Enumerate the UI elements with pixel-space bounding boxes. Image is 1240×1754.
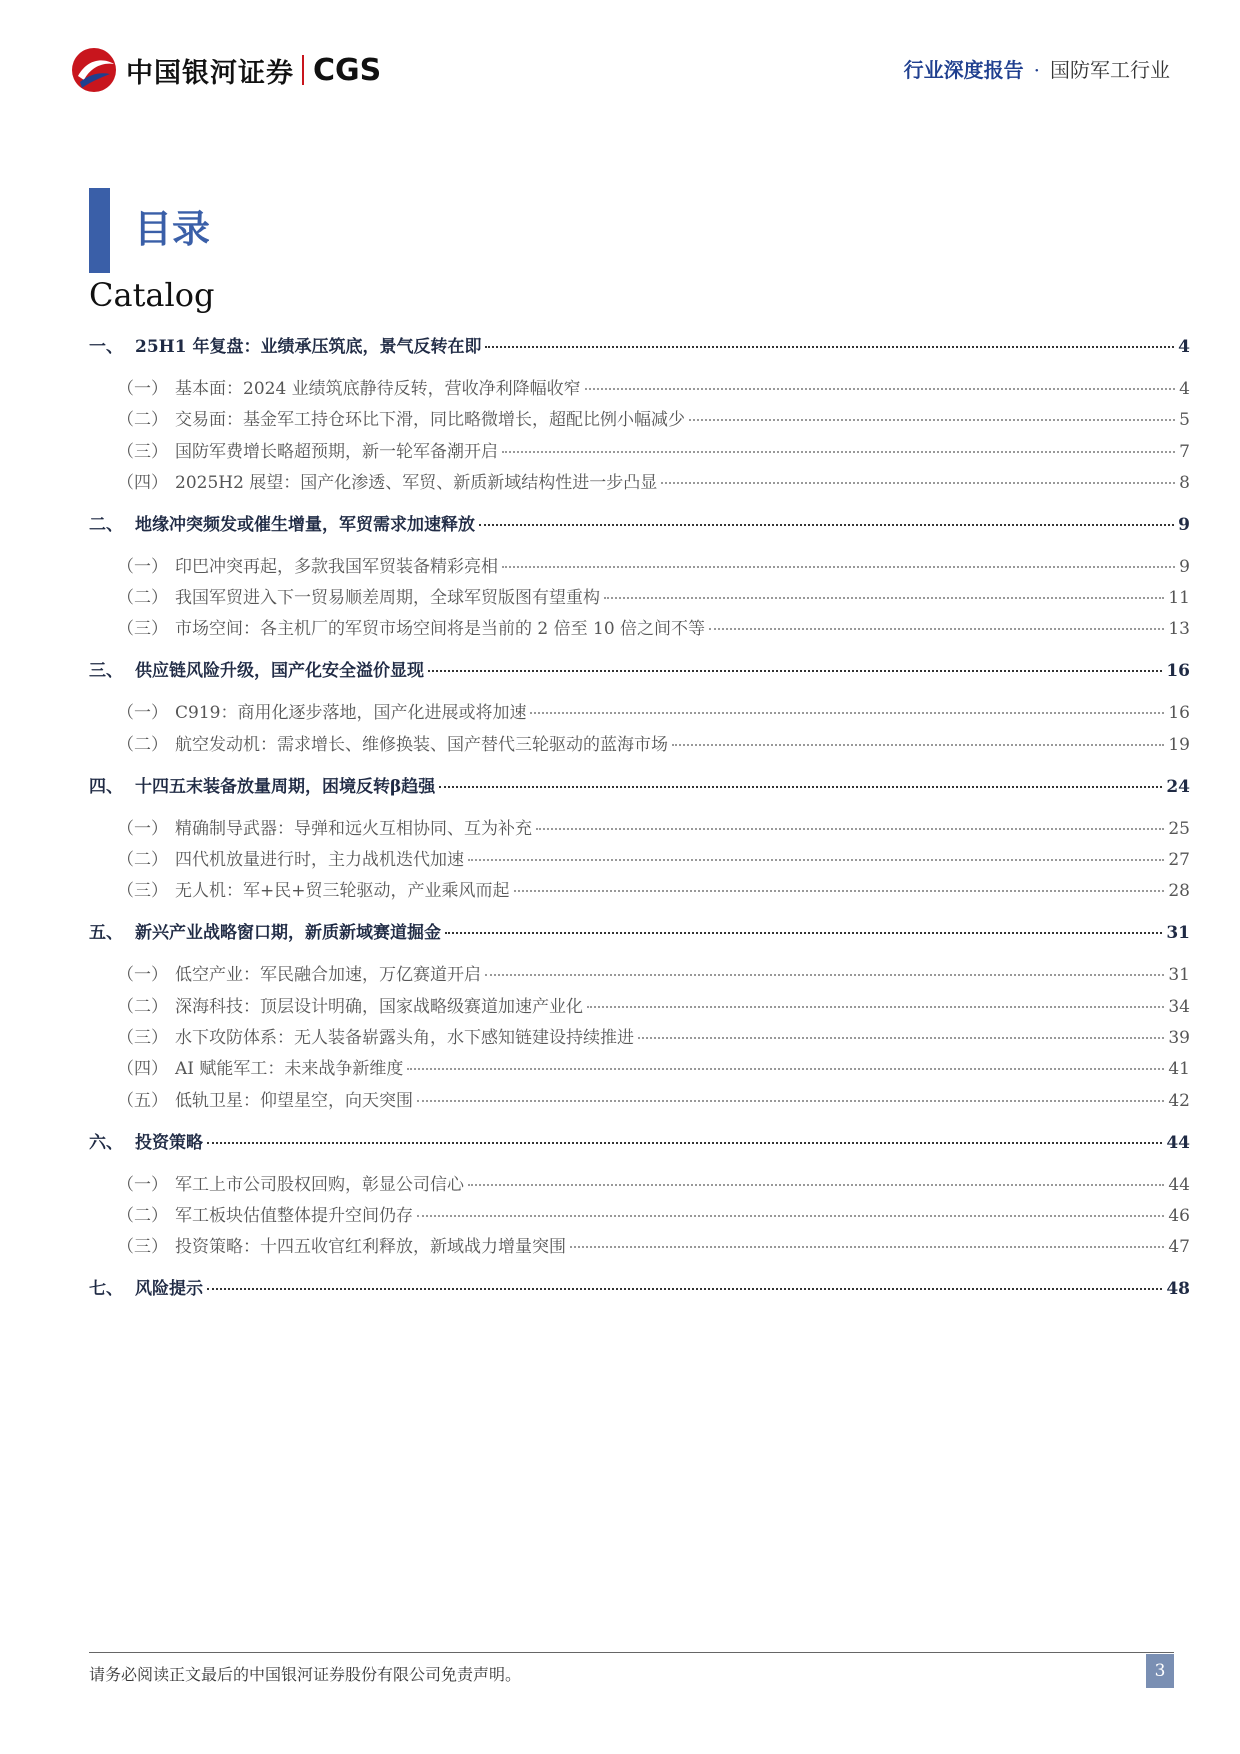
- toc-dot-leader: [502, 566, 1175, 568]
- toc-section-page: 24: [1166, 776, 1190, 797]
- toc-subsection[interactable]: [89, 964, 1190, 986]
- header-separator: ·: [1033, 58, 1040, 82]
- toc-subsection-page: 16: [1168, 703, 1190, 724]
- toc-dot-leader: [536, 828, 1164, 830]
- footer-disclaimer: 请务必阅读正文最后的中国银河证券股份有限公司免责声明。: [89, 1665, 522, 1684]
- toc-section-number: 二、: [89, 514, 123, 535]
- toc-subsection-title: 投资策略：十四五收官红利释放，新域战力增量突围: [175, 1237, 566, 1258]
- toc-dot-leader: [585, 388, 1176, 390]
- toc-subsection-page: 41: [1168, 1059, 1190, 1080]
- toc-section-number: 六、: [89, 1132, 123, 1153]
- toc-section-title: 投资策略: [135, 1132, 203, 1153]
- toc-subsection-page: 19: [1168, 734, 1190, 755]
- toc-dot-leader: [485, 346, 1174, 348]
- toc-subsection-number: （二）: [117, 588, 168, 609]
- toc-subsection-page: 28: [1168, 881, 1190, 902]
- logo-text-en: CGS: [313, 52, 382, 88]
- galaxy-logo-icon: [70, 46, 118, 94]
- footer-divider: [89, 1652, 1174, 1653]
- company-logo: [70, 46, 381, 94]
- toc-dot-leader: [417, 1215, 1164, 1217]
- toc-section-number: 七、: [89, 1279, 123, 1300]
- toc-subsection-title: 2025H2 展望：国产化渗透、军贸、新质新域结构性进一步凸显: [175, 472, 658, 493]
- toc-subsection[interactable]: [89, 702, 1190, 724]
- toc-subsection-title: 交易面：基金军工持仓环比下滑，同比略微增长，超配比例小幅减少: [175, 410, 685, 431]
- toc-subsection[interactable]: [89, 996, 1190, 1018]
- toc-subsection-number: （三）: [117, 1027, 168, 1048]
- toc-subsection-number: （三）: [117, 619, 168, 640]
- toc-subsection[interactable]: [89, 1236, 1190, 1258]
- toc-subsection-number: （二）: [117, 996, 168, 1017]
- toc-section-page: 48: [1166, 1279, 1190, 1300]
- page-subtitle: Catalog: [89, 276, 215, 314]
- toc-section-title: 供应链风险升级，国产化安全溢价显现: [135, 661, 424, 682]
- toc-dot-leader: [570, 1246, 1164, 1248]
- toc-section-page: 4: [1178, 337, 1190, 357]
- toc-subsection-page: 9: [1179, 556, 1190, 577]
- toc-subsection-number: （一）: [117, 556, 168, 577]
- toc-section[interactable]: [89, 514, 1190, 536]
- toc-subsection-title: 航空发动机：需求增长、维修换装、国产替代三轮驱动的蓝海市场: [175, 734, 668, 755]
- toc-dot-leader: [661, 482, 1175, 484]
- toc-subsection-number: （二）: [117, 734, 168, 755]
- toc-subsection-title: C919：商用化逐步落地，国产化进展或将加速: [175, 703, 527, 724]
- toc-subsection[interactable]: [89, 1174, 1190, 1196]
- toc-section-page: 31: [1166, 923, 1190, 944]
- toc-subsection-number: （二）: [117, 1205, 168, 1226]
- toc-subsection[interactable]: [89, 734, 1190, 756]
- toc-subsection-number: （一）: [117, 379, 168, 399]
- toc-subsection[interactable]: [89, 1027, 1190, 1049]
- toc-section-title: 25H1 年复盘：业绩承压筑底，景气反转在即: [135, 337, 482, 357]
- toc-subsection-title: 精确制导武器：导弹和远火互相协同、互为补充: [175, 818, 532, 839]
- toc-subsection-page: 7: [1179, 441, 1190, 462]
- toc-subsection-page: 42: [1168, 1090, 1190, 1111]
- toc-section[interactable]: [89, 1132, 1190, 1154]
- toc-subsection-page: 11: [1168, 588, 1190, 609]
- toc-subsection-title: 深海科技：顶层设计明确，国家战略级赛道加速产业化: [175, 996, 583, 1017]
- toc-subsection-title: 水下攻防体系：无人装备崭露头角，水下感知链建设持续推进: [175, 1027, 634, 1048]
- toc-section-title: 风险提示: [135, 1279, 203, 1300]
- toc-subsection[interactable]: [89, 1205, 1190, 1227]
- page-title: 目录: [134, 207, 211, 251]
- title-accent-bar: [89, 188, 110, 273]
- toc-section-title: 地缘冲突频发或催生增量，军贸需求加速释放: [135, 514, 475, 535]
- toc-dot-leader: [485, 974, 1164, 976]
- toc-subsection-title: 低轨卫星：仰望星空，向天突围: [175, 1090, 413, 1111]
- report-header: [904, 54, 1170, 83]
- toc-subsection-page: 25: [1168, 818, 1190, 839]
- toc-subsection-page: 47: [1168, 1237, 1190, 1258]
- toc-subsection[interactable]: [89, 849, 1190, 871]
- toc-subsection-number: （一）: [117, 818, 168, 839]
- report-type: 行业深度报告: [903, 58, 1024, 82]
- toc-subsection-title: 我国军贸进入下一贸易顺差周期，全球军贸版图有望重构: [175, 588, 600, 609]
- toc-subsection[interactable]: [89, 818, 1190, 840]
- toc-subsection-page: 34: [1168, 996, 1190, 1017]
- toc-section[interactable]: [89, 776, 1190, 798]
- toc-section[interactable]: [89, 660, 1190, 682]
- toc-subsection-title: 无人机：军+民+贸三轮驱动，产业乘风而起: [175, 881, 510, 902]
- table-of-contents: [89, 336, 1190, 1300]
- toc-subsection-page: 39: [1168, 1027, 1190, 1048]
- toc-section-page: 9: [1178, 514, 1190, 535]
- toc-dot-leader: [514, 890, 1165, 892]
- toc-section-number: 一、: [89, 337, 123, 357]
- report-industry: 国防军工行业: [1050, 58, 1170, 82]
- toc-subsection-number: （三）: [117, 881, 168, 902]
- toc-subsection[interactable]: [89, 880, 1190, 902]
- toc-dot-leader: [445, 932, 1162, 934]
- toc-section[interactable]: [89, 336, 1190, 358]
- toc-dot-leader: [709, 628, 1164, 630]
- toc-subsection-page: 5: [1179, 410, 1190, 431]
- toc-section-number: 三、: [89, 661, 123, 682]
- toc-subsection-title: 军工板块估值整体提升空间仍存: [175, 1205, 413, 1226]
- toc-dot-leader: [207, 1142, 1162, 1144]
- toc-subsection-number: （二）: [117, 410, 168, 431]
- toc-dot-leader: [587, 1006, 1164, 1008]
- toc-subsection-number: （二）: [117, 850, 168, 871]
- toc-dot-leader: [407, 1068, 1164, 1070]
- toc-dot-leader: [428, 670, 1162, 672]
- toc-subsection-number: （三）: [117, 1237, 168, 1258]
- toc-section-title: 新兴产业战略窗口期，新质新域赛道掘金: [135, 923, 441, 944]
- logo-text-cn: 中国银河证券: [126, 57, 294, 89]
- toc-subsection-page: 8: [1179, 472, 1190, 493]
- toc-subsection[interactable]: [89, 556, 1190, 578]
- toc-subsection-title: 国防军费增长略超预期，新一轮军备潮开启: [175, 441, 498, 462]
- toc-dot-leader: [689, 419, 1175, 421]
- toc-subsection[interactable]: [89, 441, 1190, 463]
- toc-dot-leader: [672, 744, 1164, 746]
- toc-subsection-number: （一）: [117, 703, 168, 724]
- toc-section-number: 五、: [89, 923, 123, 944]
- toc-section-title: 十四五末装备放量周期，困境反转β趋强: [135, 776, 436, 797]
- toc-subsection-title: AI 赋能军工：未来战争新维度: [175, 1059, 404, 1080]
- toc-subsection-number: （三）: [117, 441, 168, 462]
- toc-dot-leader: [417, 1100, 1164, 1102]
- toc-subsection[interactable]: [89, 587, 1190, 609]
- toc-subsection-page: 4: [1179, 379, 1190, 399]
- toc-subsection[interactable]: [89, 1090, 1190, 1112]
- toc-subsection-title: 四代机放量进行时，主力战机迭代加速: [175, 850, 464, 871]
- toc-subsection-number: （一）: [117, 1174, 168, 1195]
- toc-dot-leader: [207, 1288, 1162, 1290]
- toc-subsection-number: （五）: [117, 1090, 168, 1111]
- toc-subsection[interactable]: [89, 378, 1190, 400]
- toc-subsection-title: 军工上市公司股权回购，彰显公司信心: [175, 1174, 464, 1195]
- toc-subsection[interactable]: [89, 472, 1190, 494]
- toc-subsection-page: 27: [1168, 850, 1190, 871]
- toc-subsection[interactable]: [89, 618, 1190, 640]
- toc-subsection-title: 低空产业：军民融合加速，万亿赛道开启: [175, 965, 481, 986]
- toc-subsection-title: 市场空间：各主机厂的军贸市场空间将是当前的 2 倍至 10 倍之间不等: [175, 619, 706, 640]
- toc-subsection[interactable]: [89, 409, 1190, 431]
- toc-dot-leader: [468, 859, 1164, 861]
- toc-section[interactable]: [89, 1278, 1190, 1300]
- toc-subsection-title: 印巴冲突再起，多款我国军贸装备精彩亮相: [175, 556, 498, 577]
- toc-dot-leader: [468, 1184, 1164, 1186]
- toc-section-page: 44: [1166, 1132, 1190, 1153]
- toc-subsection-number: （一）: [117, 965, 168, 986]
- toc-section[interactable]: [89, 922, 1190, 944]
- toc-dot-leader: [439, 786, 1162, 788]
- toc-subsection-title: 基本面：2024 业绩筑底静待反转，营收净利降幅收窄: [175, 379, 581, 399]
- toc-subsection-number: （四）: [117, 472, 168, 493]
- toc-dot-leader: [479, 524, 1174, 526]
- toc-dot-leader: [638, 1037, 1164, 1039]
- toc-subsection-number: （四）: [117, 1059, 168, 1080]
- toc-subsection-page: 46: [1168, 1205, 1190, 1226]
- toc-section-number: 四、: [89, 776, 123, 797]
- toc-dot-leader: [604, 597, 1164, 599]
- toc-dot-leader: [530, 712, 1164, 714]
- toc-subsection-page: 44: [1168, 1174, 1190, 1195]
- toc-dot-leader: [502, 451, 1175, 453]
- toc-section-page: 16: [1166, 661, 1190, 682]
- toc-subsection-page: 13: [1168, 619, 1190, 640]
- toc-subsection[interactable]: [89, 1058, 1190, 1080]
- logo-divider: [302, 55, 304, 85]
- page-number: 3: [1146, 1654, 1174, 1688]
- toc-subsection-page: 31: [1168, 965, 1190, 986]
